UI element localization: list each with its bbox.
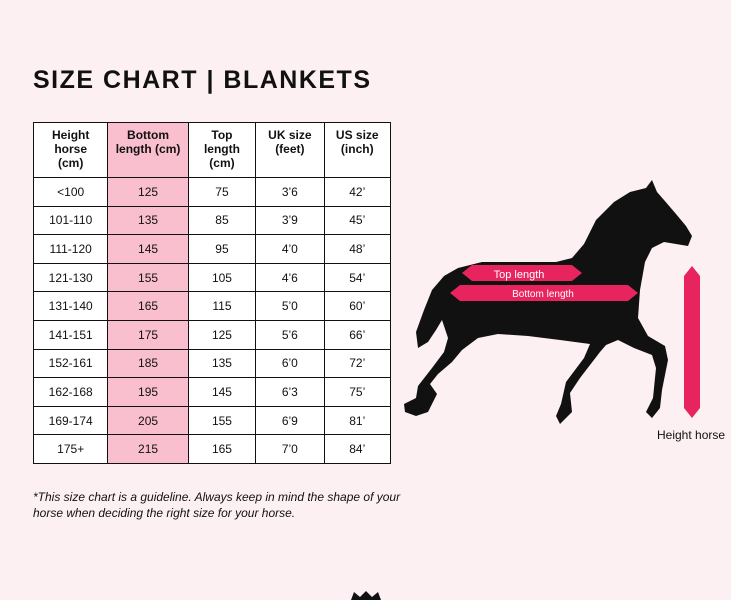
cell-height: <100 — [34, 178, 108, 207]
cell-us-size: 72’ — [324, 349, 390, 378]
cell-uk-size: 6’3 — [256, 378, 324, 407]
cell-us-size: 75’ — [324, 378, 390, 407]
cell-top-length: 95 — [188, 235, 255, 264]
cell-uk-size: 4’6 — [256, 263, 324, 292]
horse-diagram — [395, 170, 715, 425]
table-row — [34, 292, 391, 321]
cell-height: 101-110 — [34, 206, 108, 235]
header-height-horse: Height horse (cm) — [34, 123, 108, 178]
cell-height: 169-174 — [34, 406, 108, 435]
horse-silhouette-icon — [404, 180, 692, 424]
cell-bottom-length: 125 — [108, 178, 188, 207]
cell-uk-size: 5’6 — [256, 320, 324, 349]
cell-bottom-length: 145 — [108, 235, 188, 264]
cell-us-size: 42’ — [324, 178, 390, 207]
cell-bottom-length: 135 — [108, 206, 188, 235]
cell-us-size: 54’ — [324, 263, 390, 292]
cell-top-length: 115 — [188, 292, 255, 321]
table-header-row — [34, 123, 391, 178]
cell-bottom-length: 175 — [108, 320, 188, 349]
header-top-length: Top length (cm) — [188, 123, 255, 178]
table-row — [34, 435, 391, 464]
cell-top-length: 165 — [188, 435, 255, 464]
cell-top-length: 135 — [188, 349, 255, 378]
cell-height: 152-161 — [34, 349, 108, 378]
cell-uk-size: 4’0 — [256, 235, 324, 264]
header-bottom-length: Bottom length (cm) — [108, 123, 188, 178]
size-table — [33, 122, 391, 464]
cell-bottom-length: 205 — [108, 406, 188, 435]
cell-top-length: 75 — [188, 178, 255, 207]
cell-height: 121-130 — [34, 263, 108, 292]
cell-top-length: 105 — [188, 263, 255, 292]
cell-height: 141-151 — [34, 320, 108, 349]
cell-us-size: 84’ — [324, 435, 390, 464]
header-uk-size: UK size (feet) — [256, 123, 324, 178]
page-title: SIZE CHART | BLANKETS — [33, 66, 372, 94]
footnote: *This size chart is a guideline. Always keep in mind the shape of your horse when deciding the right size for your horse. — [33, 490, 401, 520]
cell-top-length: 125 — [188, 320, 255, 349]
table-row — [34, 378, 391, 407]
cell-height: 111-120 — [34, 235, 108, 264]
cell-bottom-length: 155 — [108, 263, 188, 292]
cell-height: 131-140 — [34, 292, 108, 321]
cell-us-size: 66’ — [324, 320, 390, 349]
bottom-length-label: Bottom length — [512, 289, 574, 300]
cell-top-length: 85 — [188, 206, 255, 235]
cell-uk-size: 6’9 — [256, 406, 324, 435]
crown-logo-icon — [351, 591, 381, 600]
cell-bottom-length: 195 — [108, 378, 188, 407]
cell-uk-size: 6’0 — [256, 349, 324, 378]
cell-bottom-length: 215 — [108, 435, 188, 464]
height-arrow — [684, 266, 700, 418]
table-row — [34, 206, 391, 235]
cell-uk-size: 3’9 — [256, 206, 324, 235]
table-row — [34, 263, 391, 292]
table-row — [34, 235, 391, 264]
cell-top-length: 145 — [188, 378, 255, 407]
cell-us-size: 48’ — [324, 235, 390, 264]
table-row — [34, 320, 391, 349]
cell-height: 175+ — [34, 435, 108, 464]
cell-us-size: 81’ — [324, 406, 390, 435]
table-row — [34, 349, 391, 378]
cell-height: 162-168 — [34, 378, 108, 407]
header-us-size: US size (inch) — [324, 123, 390, 178]
height-horse-label: Height horse — [657, 428, 726, 442]
table-row — [34, 178, 391, 207]
cell-us-size: 45’ — [324, 206, 390, 235]
cell-top-length: 155 — [188, 406, 255, 435]
cell-us-size: 60’ — [324, 292, 390, 321]
top-length-label: Top length — [493, 269, 545, 281]
cell-uk-size: 5’0 — [256, 292, 324, 321]
cell-uk-size: 3’6 — [256, 178, 324, 207]
cell-bottom-length: 185 — [108, 349, 188, 378]
table-row — [34, 406, 391, 435]
cell-bottom-length: 165 — [108, 292, 188, 321]
cell-uk-size: 7’0 — [256, 435, 324, 464]
